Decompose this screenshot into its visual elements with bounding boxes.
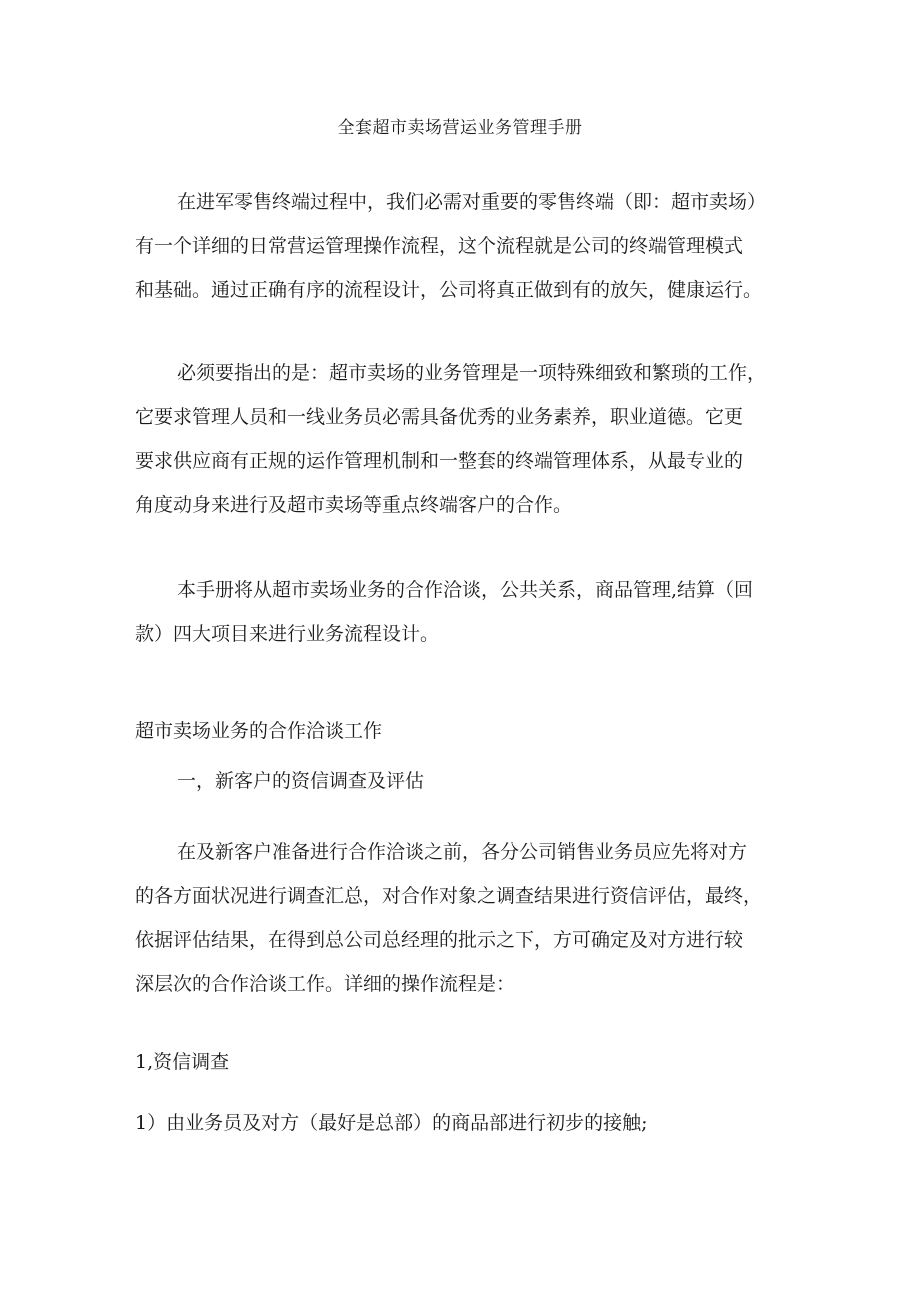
paragraph-line: 款）四大项目来进行业务流程设计。	[135, 623, 440, 645]
paragraph-line: 必须要指出的是：超市卖场的业务管理是一项特殊细致和繁琐的工作，	[177, 362, 767, 384]
paragraph-line: 要求供应商有正规的运作管理机制和一整套的终端管理体系，从最专业的	[135, 450, 744, 472]
paragraph-line: 有一个详细的日常营运管理操作流程，这个流程就是公司的终端管理模式	[135, 235, 744, 257]
paragraph-line: 在及新客户准备进行合作洽谈之前，各分公司销售业务员应先将对方	[177, 841, 748, 863]
list-item: 1）由业务员及对方（最好是总部）的商品部进行初步的接触;	[135, 1112, 648, 1134]
paragraph-line: 和基础。通过正确有序的流程设计，公司将真正做到有的放矢，健康运行。	[135, 279, 763, 301]
paragraph-line: 它要求管理人员和一线业务员必需具备优秀的业务素养，职业道德。它更	[135, 406, 744, 428]
paragraph-line: 深层次的合作洽谈工作。详细的操作流程是：	[135, 973, 516, 995]
paragraph-line: 依据评估结果，在得到总公司总经理的批示之下，方可确定及对方进行较	[135, 929, 744, 951]
paragraph-intro	[135, 180, 795, 312]
paragraph-line: 角度动身来进行及超市卖场等重点终端客户的合作。	[135, 494, 573, 516]
paragraph-line: 本手册将从超市卖场业务的合作洽谈，公共关系，商品管理,结算（回	[177, 579, 754, 601]
section-heading: 超市卖场业务的合作洽谈工作	[135, 720, 383, 742]
paragraph-management-note	[135, 351, 795, 527]
subsection-heading: 一，新客户的资信调查及评估	[177, 770, 425, 792]
paragraph-credit-check	[135, 830, 795, 1006]
document-title: 全套超市卖场营运业务管理手册	[337, 118, 583, 138]
paragraph-scope	[135, 568, 795, 656]
paragraph-line: 在进军零售终端过程中，我们必需对重要的零售终端（即：超市卖场）	[177, 191, 767, 213]
paragraph-line: 的各方面状况进行调查汇总，对合作对象之调查结果进行资信评估，最终，	[135, 885, 763, 907]
item-heading: 1,资信调查	[135, 1051, 230, 1073]
